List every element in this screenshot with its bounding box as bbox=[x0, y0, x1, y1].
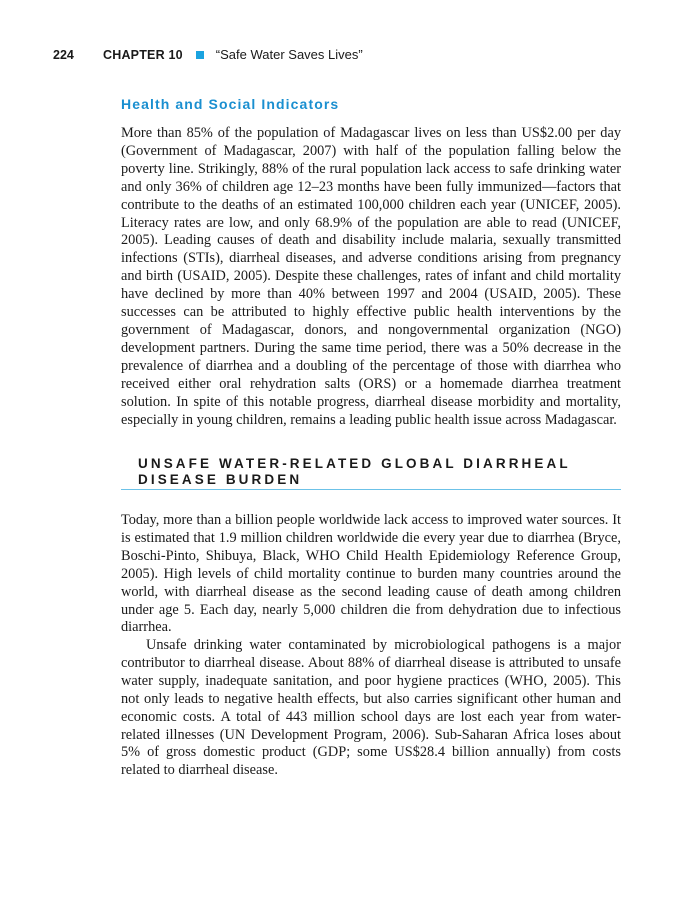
chapter-title: “Safe Water Saves Lives” bbox=[215, 47, 363, 62]
paragraph-unsafe-water: Unsafe drinking water contaminated by microbiological pathogens is a major contributor to diarrheal disease. About 88% of diarrheal disease is attributed to unsafe water supply, inadequate sanitation, and poor hygiene practices (WHO, 2005). This not only leads to negative health effects, but also carries significant other human and economic costs. A total of 443 million school days are lost each year from water-related illnesses (UN Development Program, 2006). Sub-Saharan Africa loses about 5% of gross domestic product (GDP; some US$28.4 billion annually) from costs related to diarrheal disease. bbox=[121, 637, 621, 779]
running-head bbox=[53, 47, 363, 62]
section-heading-disease-burden bbox=[121, 456, 621, 490]
chapter-label: CHAPTER 10 bbox=[103, 47, 183, 62]
paragraph-global-burden: Today, more than a billion people worldwide lack access to improved water sources. It is estimated that 1.9 million children worldwide die every year due to diarrhea (Bryce, Boschi-Pinto, Shibuya, Black, WHO Child Health Epidemiology Reference Group, 2005). High levels of child mortality continue to burden many countries around the world, with diarrheal disease as the second leading cause of death among children under age 5. Each day, nearly 5,000 children die from dehydration due to infectious diarrhea. bbox=[121, 512, 621, 636]
square-bullet-icon bbox=[196, 51, 204, 59]
heading-line-1: UNSAFE WATER-RELATED GLOBAL DIARRHEAL bbox=[138, 456, 571, 471]
paragraph-health-indicators: More than 85% of the population of Madagascar lives on less than US$2.00 per day (Government of Madagascar, 2007) with half of the population falling below the poverty line. Strikingly, 88% of the rural population lack access to safe drinking water and only 36% of children age 12–23 months have been fully immunized—factors that contribute to the deaths of an estimated 100,000 children each year (UNICEF, 2005). Literacy rates are low, and only 68.9% of the population are able to read (UNICEF, 2005). Leading causes of death and disability include malaria, sexually transmitted infections (STIs), diarrheal diseases, and adverse conditions arising from pregnancy and birth (USAID, 2005). Despite these challenges, rates of infant and child mortality have declined by more than 40% between 1997 and 2004 (USAID, 2005). These successes can be attributed to highly effective public health interventions by the government of Madagascar, donors, and nongovernmental organization (NGO) development partners. During the same time period, there was a 50% decrease in the prevalence of diarrhea and a doubling of the percentage of those with diarrhea who received either oral rehydration salts (ORS) or a homemade diarrhea treatment solution. In spite of this notable progress, diarrheal disease morbidity and mortality, especially in young children, remains a leading public health issue across Madagascar. bbox=[121, 125, 621, 428]
section-heading-health-social: Health and Social Indicators bbox=[121, 96, 340, 112]
heading-line-2: DISEASE BURDEN bbox=[138, 472, 303, 487]
page-number: 224 bbox=[53, 47, 74, 62]
